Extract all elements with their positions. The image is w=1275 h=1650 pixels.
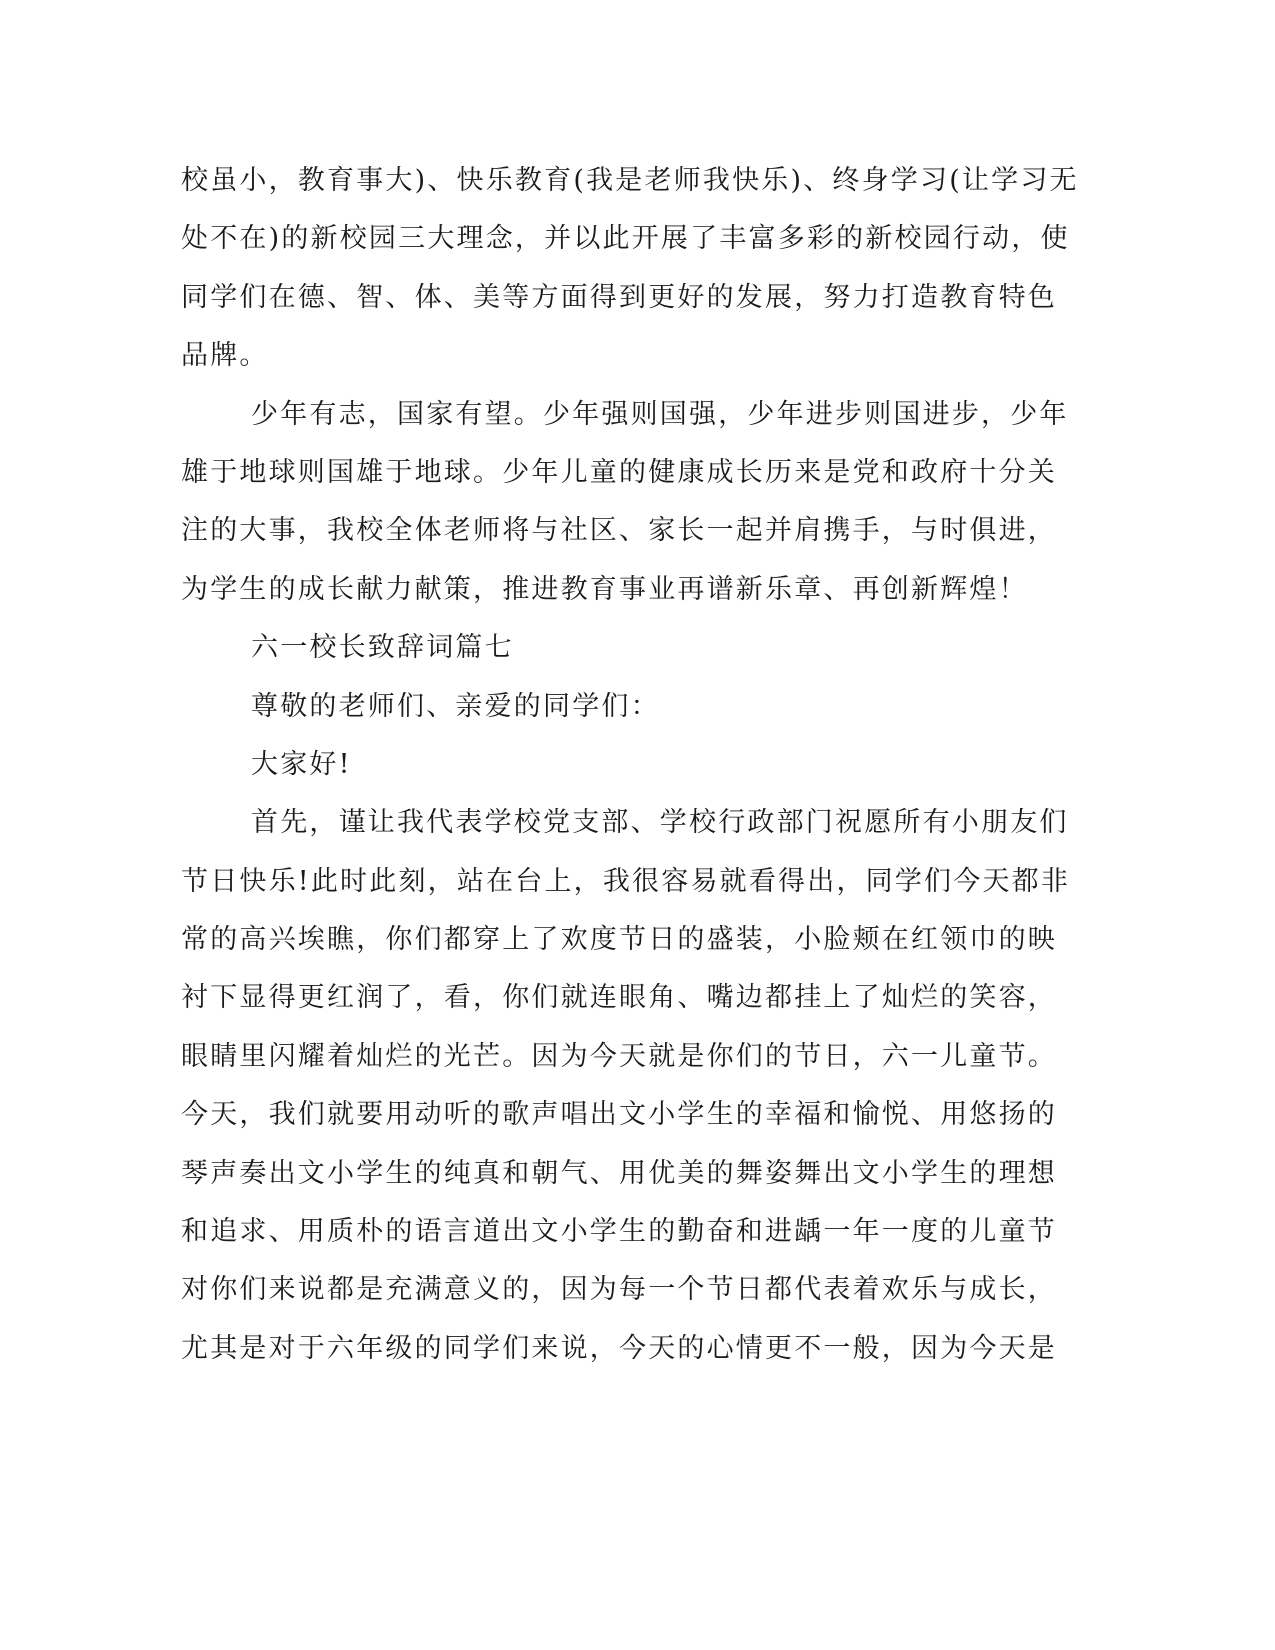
text-line: 同学们在德、智、体、美等方面得到更好的发展，努力打造教育特色: [181, 281, 1057, 313]
text-line: 和追求、用质朴的语言道出文小学生的勤奋和进龋一年一度的儿童节: [181, 1216, 1057, 1248]
text-line: 雄于地球则国雄于地球。少年儿童的健康成长历来是党和政府十分关: [181, 456, 1057, 488]
paragraph-start-line: 少年有志，国家有望。少年强则国强，少年进步则国进步，少年: [251, 398, 1069, 430]
text-line: 处不在)的新校园三大理念，并以此开展了丰富多彩的新校园行动，使: [181, 223, 1070, 255]
text-line: 尤其是对于六年级的同学们来说，今天的心情更不一般，因为今天是: [181, 1332, 1057, 1364]
paragraph-start-line: 首先，谨让我代表学校党支部、学校行政部门祝愿所有小朋友们: [251, 807, 1069, 839]
text-line: 节日快乐!此时此刻，站在台上，我很容易就看得出，同学们今天都非: [181, 865, 1071, 897]
text-line: 对你们来说都是充满意义的，因为每一个节日都代表着欢乐与成长，: [181, 1274, 1057, 1306]
section-heading: 六一校长致辞词篇七: [251, 632, 514, 664]
text-line: 眼睛里闪耀着灿烂的光芒。因为今天就是你们的节日，六一儿童节。: [181, 1040, 1057, 1072]
text-line: 校虽小，教育事大)、快乐教育(我是老师我快乐)、终身学习(让学习无: [181, 165, 1079, 196]
text-line: 琴声奏出文小学生的纯真和朝气、用优美的舞姿舞出文小学生的理想: [181, 1157, 1057, 1189]
text-line: 为学生的成长献力献策，推进教育事业再谱新乐章、再创新辉煌！: [181, 573, 1028, 605]
text-line: 品牌。: [181, 340, 269, 372]
body-text: [181, 152, 1079, 1378]
greeting: 大家好!: [251, 748, 352, 780]
salutation: 尊敬的老师们、亲爱的同学们：: [251, 690, 660, 722]
text-line: 衬下显得更红润了，看，你们就连眼角、嘴边都挂上了灿烂的笑容，: [181, 982, 1057, 1014]
text-line: 今天，我们就要用动听的歌声唱出文小学生的幸福和愉悦、用悠扬的: [181, 1099, 1057, 1131]
text-line: 注的大事，我校全体老师将与社区、家长一起并肩携手，与时俱进，: [181, 515, 1057, 547]
text-line: 常的高兴埃瞧，你们都穿上了欢度节日的盛装，小脸颊在红领巾的映: [181, 924, 1057, 956]
